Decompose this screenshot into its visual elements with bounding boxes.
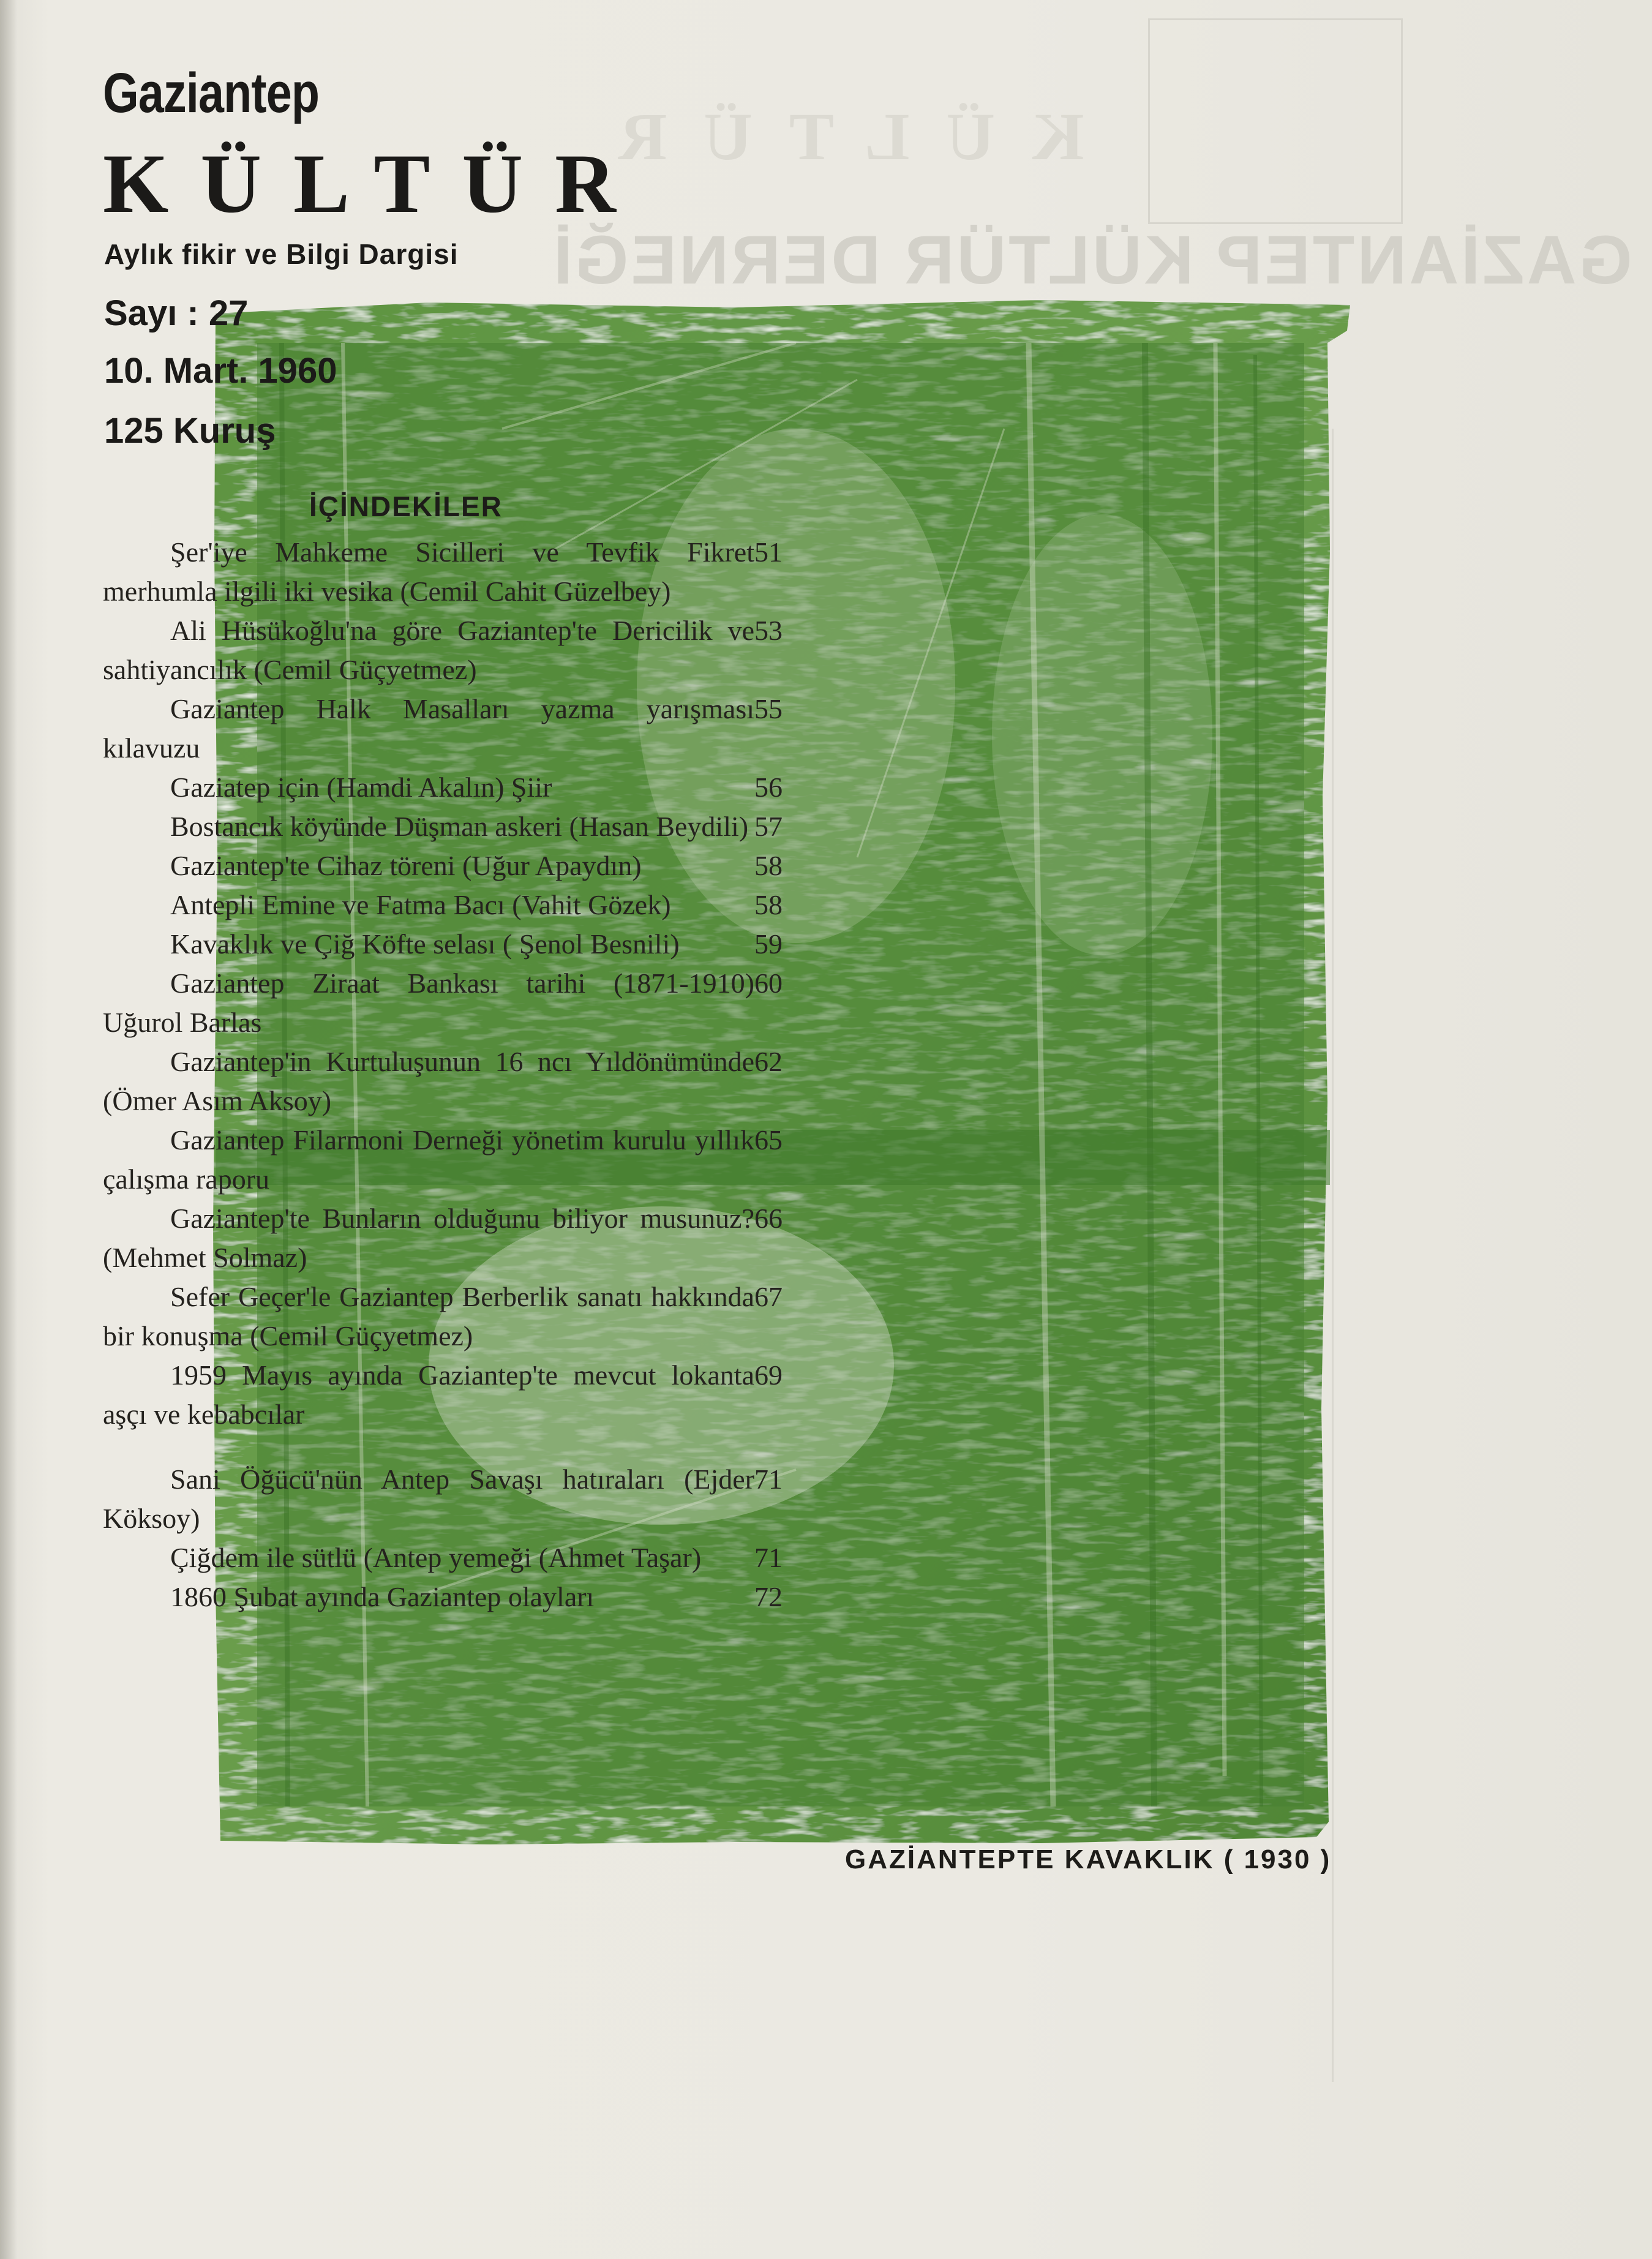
contents-entry: [103, 1042, 783, 1121]
contents-entry: [103, 1356, 783, 1434]
issue-date: 10. Mart. 1960: [104, 351, 337, 391]
contents-list: [103, 533, 783, 1617]
contents-entry-title: Bostancık köyünde Düşman askeri (Hasan Beydili): [170, 811, 749, 842]
magazine-city: Gaziantep: [103, 62, 320, 124]
contents-entry: [103, 807, 783, 846]
contents-entry: [103, 1538, 783, 1577]
contents-entry-page: 65: [754, 1124, 783, 1156]
contents-entry-title: Çiğdem ile sütlü (Antep yemeği (Ahmet Taşar): [170, 1542, 702, 1573]
contents-entry-page: 67: [754, 1281, 783, 1312]
contents-entry-page: 69: [754, 1359, 783, 1391]
contents-entry: [103, 1121, 783, 1199]
reverse-page-ghost-title: KÜLTÜR: [582, 99, 1084, 174]
contents-entry-title: 1959 Mayıs ayında Gaziantep'te mevcut lokanta aşçı ve kebabcılar: [103, 1359, 754, 1430]
contents-entry-page: 59: [754, 928, 783, 960]
photo-caption: GAZİANTEPTE KAVAKLIK ( 1930 ): [845, 1844, 1332, 1874]
contents-entry-title: Gaziantep Ziraat Bankası tarihi (1871-1910) Uğurol Barlas: [103, 968, 754, 1038]
contents-entry-page: 71: [754, 1464, 783, 1495]
contents-entry: [103, 925, 783, 964]
contents-entry-page: 62: [754, 1046, 783, 1077]
contents-entry-page: 51: [754, 536, 783, 568]
contents-entry: [103, 611, 783, 690]
issue-number: Sayı : 27: [104, 293, 249, 333]
contents-entry: [103, 768, 783, 807]
contents-entry-page: 58: [754, 889, 783, 920]
contents-entry: [103, 964, 783, 1042]
contents-entry-page: 53: [754, 615, 783, 646]
contents-entry-title: Sefer Geçer'le Gaziantep Berberlik sanatı hakkında bir konuşma (Cemil Güçyetmez): [103, 1281, 754, 1351]
contents-entry-page: 66: [754, 1203, 783, 1234]
magazine-subtitle: Aylık fikir ve Bilgi Dargisi: [104, 238, 459, 270]
contents-entry-page: 60: [754, 968, 783, 999]
contents-entry: [103, 885, 783, 925]
contents-entry-title: Gaziantep'in Kurtuluşunun 16 ncı Yıldönümünde (Ömer Asım Aksoy): [103, 1046, 754, 1116]
contents-entry-title: Kavaklık ve Çiğ Köfte selası ( Şenol Besnili): [170, 928, 680, 960]
contents-entry: [103, 533, 783, 611]
contents-heading: İÇİNDEKİLER: [309, 491, 503, 522]
contents-entry-title: Sani Öğücü'nün Antep Savaşı hatıraları (Ejder Köksoy): [103, 1464, 754, 1534]
contents-entry-page: 57: [754, 811, 783, 842]
contents-entry-title: Gaziantep Halk Masalları yazma yarışması kılavuzu: [103, 693, 754, 764]
contents-entry-title: Gaziantep'te Bunların olduğunu biliyor musunuz? (Mehmet Solmaz): [103, 1203, 754, 1273]
contents-entry-page: 71: [754, 1542, 783, 1573]
contents-entry-page: 55: [754, 693, 783, 724]
contents-entry-title: Antepli Emine ve Fatma Bacı (Vahit Gözek): [170, 889, 671, 920]
contents-entry: [103, 1460, 783, 1538]
contents-entry: [103, 1577, 783, 1617]
magazine-title: KÜLTÜR: [103, 137, 648, 230]
contents-entry-page: 72: [754, 1581, 783, 1612]
reverse-page-ghost-heading: GAZİANTEP KÜLTÜR DERNEĞİ: [551, 222, 1632, 298]
contents-entry: [103, 690, 783, 768]
contents-entry-title: Gaziantep Filarmoni Derneği yönetim kurulu yıllık çalışma raporu: [103, 1124, 754, 1195]
contents-entry: [103, 1199, 783, 1277]
contents-entry: [103, 1277, 783, 1356]
issue-price: 125 Kuruş: [104, 411, 276, 451]
contents-entry-title: Gaziantep'te Cihaz töreni (Uğur Apaydın): [170, 850, 642, 881]
contents-entry-page: 56: [754, 772, 783, 803]
contents-entry-title: 1860 Şubat ayında Gaziantep olayları: [170, 1581, 595, 1612]
contents-entry-title: Ali Hüsükoğlu'na göre Gaziantep'te Dericilik ve sahtiyancılık (Cemil Güçyetmez): [103, 615, 754, 685]
contents-entry: [103, 846, 783, 885]
contents-entry-title: Gaziatep için (Hamdi Akalın) Şiir: [170, 772, 552, 803]
contents-entry-page: 58: [754, 850, 783, 881]
contents-entry-title: Şer'iye Mahkeme Sicilleri ve Tevfik Fikret merhumla ilgili iki vesika (Cemil Cahit Güzelbey): [103, 536, 754, 607]
